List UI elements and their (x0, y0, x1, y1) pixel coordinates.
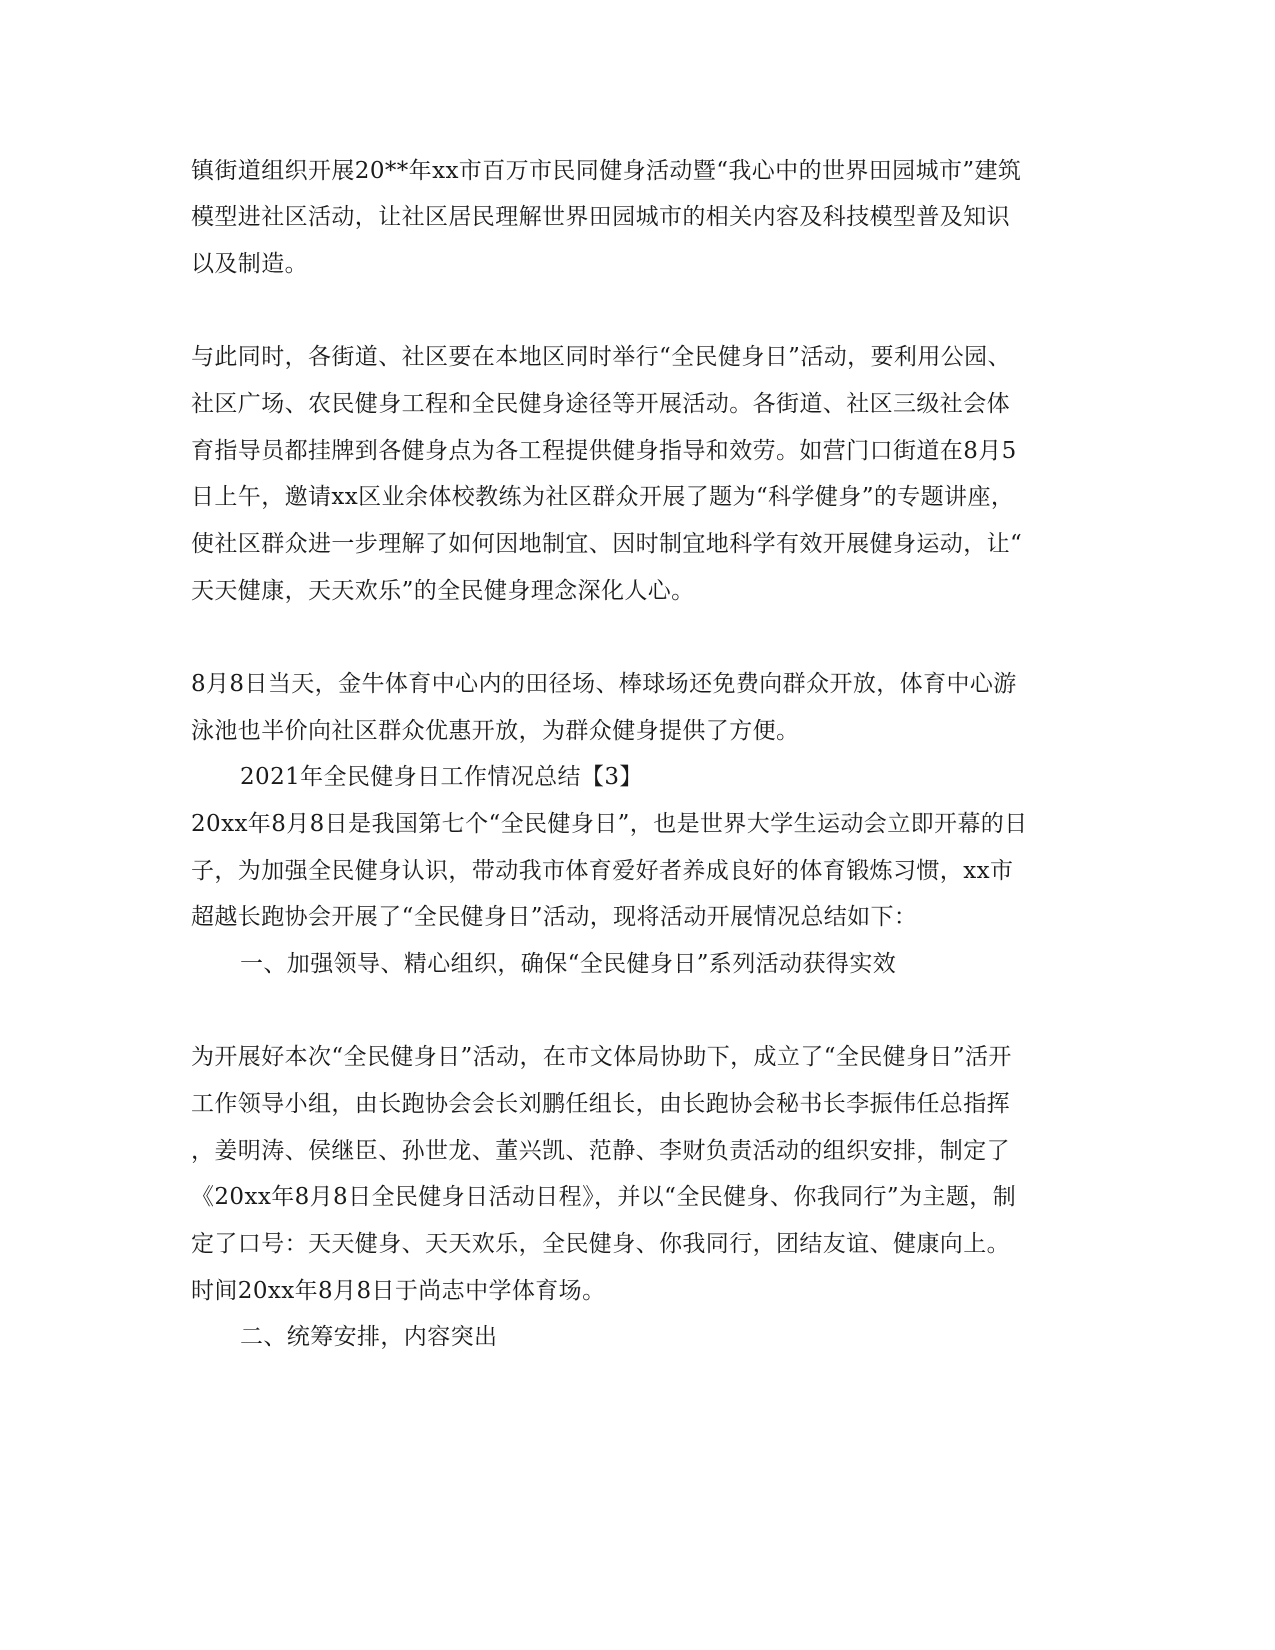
paragraph-2-line-6: 天天健康，天天欢乐”的全民健身理念深化人心。 (191, 578, 695, 604)
paragraph-1-line-3: 以及制造。 (191, 251, 308, 277)
paragraph-5-line-3: ，姜明涛、侯继臣、孙世龙、董兴凯、范静、李财负责活动的组织安排，制定了 (191, 1138, 1010, 1164)
paragraph-5-line-6: 时间20xx年8月8日于尚志中学体育场。 (191, 1278, 606, 1304)
paragraph-4-line-3: 超越长跑协会开展了“全民健身日”活动，现将活动开展情况总结如下： (191, 904, 918, 930)
paragraph-2-line-4: 日上午，邀请xx区业余体校教练为社区群众开展了题为“科学健身”的专题讲座， (191, 484, 1015, 510)
subheading-2: 二、统筹安排，内容突出 (240, 1324, 498, 1350)
paragraph-5-line-2: 工作领导小组，由长跑协会会长刘鹏任组长，由长跑协会秘书长李振伟任总指挥 (191, 1091, 1010, 1117)
paragraph-4-line-2: 子，为加强全民健身认识，带动我市体育爱好者养成良好的体育锻炼习惯，xx市 (191, 858, 1014, 884)
paragraph-4-line-1: 20xx年8月8日是我国第七个“全民健身日”，也是世界大学生运动会立即开幕的日 (191, 811, 1028, 837)
paragraph-1-line-2: 模型进社区活动，让社区居民理解世界田园城市的相关内容及科技模型普及知识 (191, 204, 1010, 230)
paragraph-5-line-4: 《20xx年8月8日全民健身日活动日程》，并以“全民健身、你我同行”为主题，制 (191, 1184, 1017, 1210)
paragraph-2-line-2: 社区广场、农民健身工程和全民健身途径等开展活动。各街道、社区三级社会体 (191, 391, 1010, 417)
paragraph-5-line-5: 定了口号：天天健身、天天欢乐，全民健身、你我同行，团结友谊、健康向上。 (191, 1231, 1010, 1257)
paragraph-2-line-5: 使社区群众进一步理解了如何因地制宜、因时制宜地科学有效开展健身运动，让“ (191, 531, 1023, 557)
section-heading: 2021年全民健身日工作情况总结【3】 (240, 764, 643, 790)
subheading-1: 一、加强领导、精心组织，确保“全民健身日”系列活动获得实效 (240, 951, 897, 977)
paragraph-2-line-1: 与此同时，各街道、社区要在本地区同时举行“全民健身日”活动，要利用公园、 (191, 344, 1011, 370)
paragraph-2-line-3: 育指导员都挂牌到各健身点为各工程提供健身指导和效劳。如营门口街道在8月5 (191, 438, 1017, 464)
paragraph-1-line-1: 镇街道组织开展20**年xx市百万市民同健身活动暨“我心中的世界田园城市”建筑 (191, 158, 1022, 184)
paragraph-5-line-1: 为开展好本次“全民健身日”活动，在市文体局协助下，成立了“全民健身日”活开 (191, 1044, 1012, 1070)
paragraph-3-line-2: 泳池也半价向社区群众优惠开放，为群众健身提供了方便。 (191, 718, 800, 744)
paragraph-3-line-1: 8月8日当天，金牛体育中心内的田径场、棒球场还免费向群众开放，体育中心游 (191, 671, 1017, 697)
